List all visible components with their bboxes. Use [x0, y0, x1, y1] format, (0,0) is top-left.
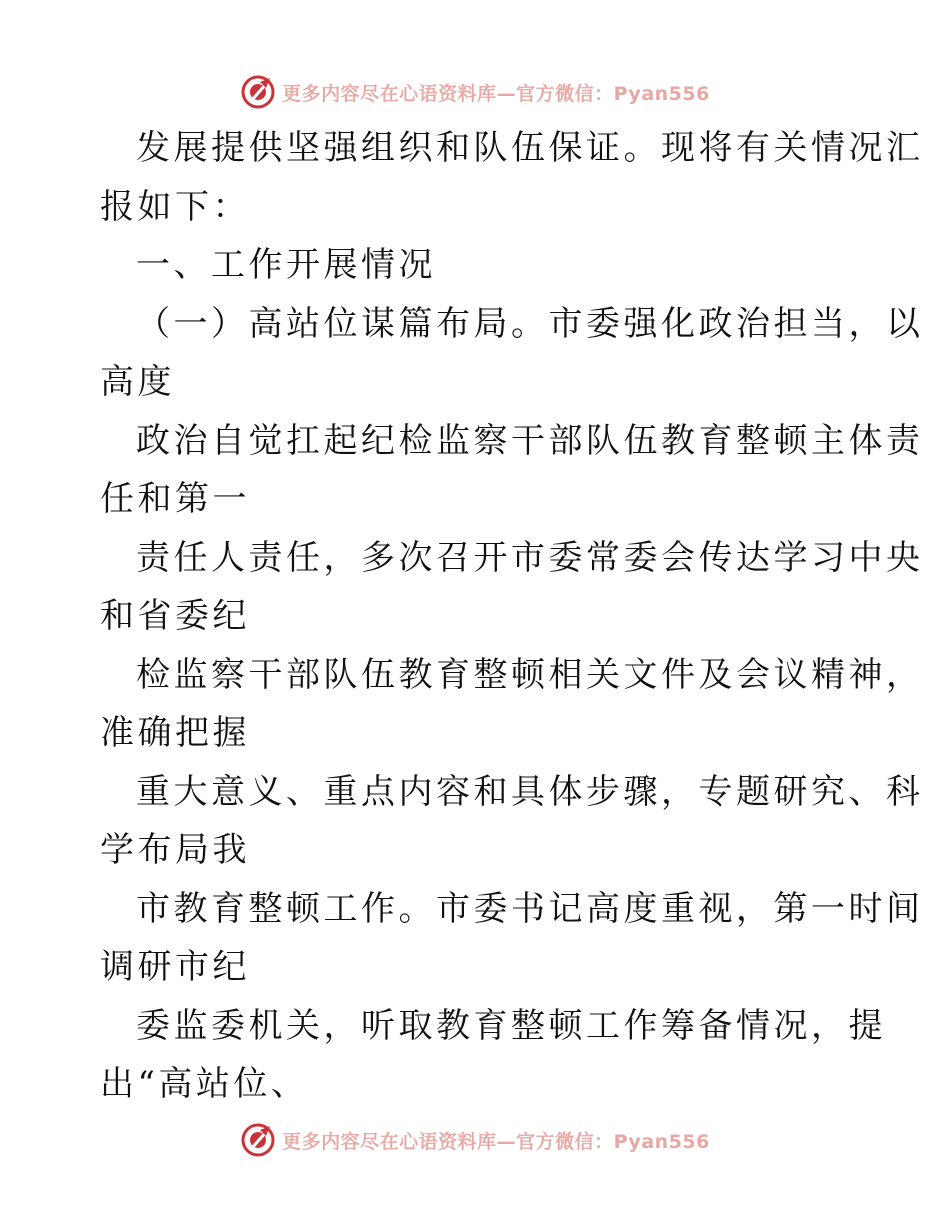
- text-line: 任和第一: [100, 479, 250, 519]
- text-line: 出“高站位、: [100, 1064, 309, 1104]
- text-line: 高度: [100, 362, 175, 402]
- text-line: 学布局我: [100, 830, 250, 870]
- text-line: 报如下：: [100, 186, 250, 227]
- text-line: 准确把握: [100, 713, 250, 753]
- text-line: 市教育整顿工作。市委书记高度重视，第一时间: [136, 888, 924, 929]
- text-line: 委监委机关，听取教育整顿工作筹备情况，提: [136, 1005, 886, 1046]
- watermark-text: 更多内容尽在心语资料库—官方微信：Pyan556: [282, 82, 710, 105]
- footer-watermark: [0, 1118, 950, 1162]
- text-line: 重大意义、重点内容和具体步骤，专题研究、科: [136, 771, 924, 812]
- text-line: （一）高站位谋篇布局。市委强化政治担当，以: [136, 303, 924, 344]
- text-line: 责任人责任，多次召开市委常委会传达学习中央: [136, 537, 924, 578]
- text-line: 调研市纪: [100, 947, 250, 987]
- text-line: 政治自觉扛起纪检监察干部队伍教育整顿主体责: [136, 420, 924, 461]
- brand-logo-icon: [240, 74, 276, 110]
- header-watermark: [0, 70, 950, 114]
- brand-logo-icon: [240, 1122, 276, 1158]
- text-line: 发展提供坚强组织和队伍保证。现将有关情况汇: [136, 128, 924, 168]
- text-line: 检监察干部队伍教育整顿相关文件及会议精神，: [136, 654, 924, 695]
- watermark-text: 更多内容尽在心语资料库—官方微信：Pyan556: [282, 1130, 710, 1153]
- text-line: 一、工作开展情况: [136, 245, 436, 285]
- text-line: 和省委纪: [100, 596, 250, 636]
